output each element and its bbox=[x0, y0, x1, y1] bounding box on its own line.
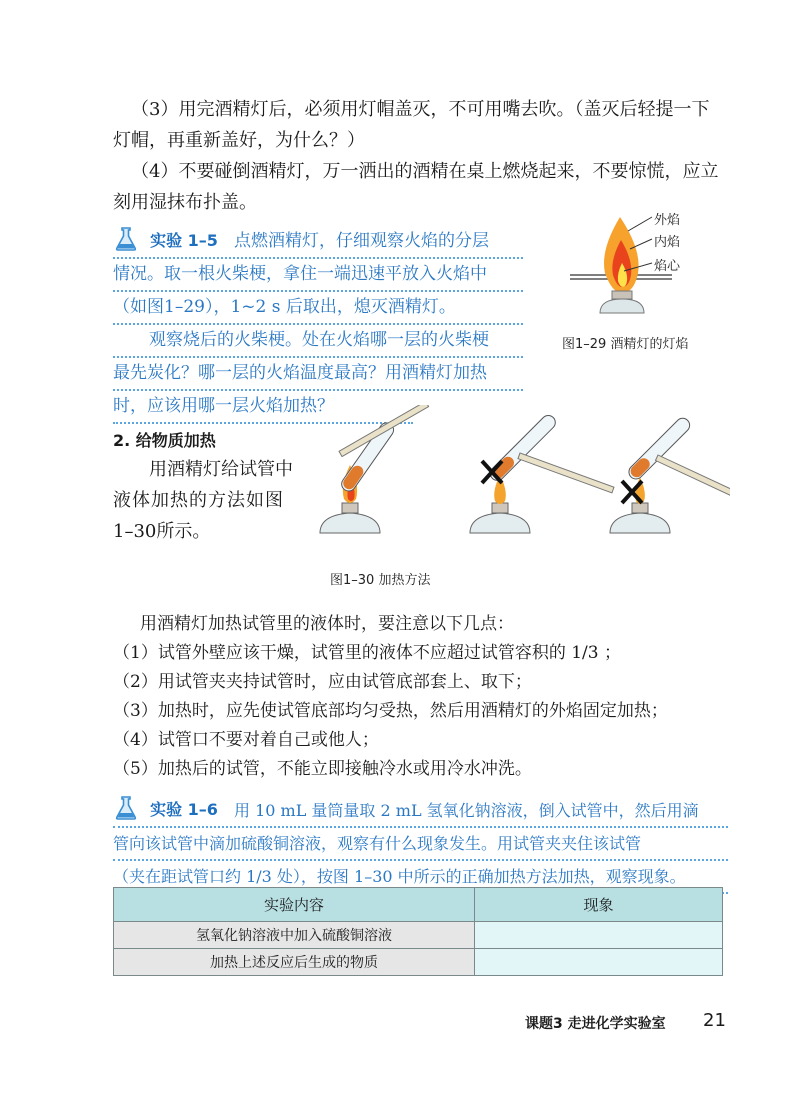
heating-methods-illustration bbox=[310, 405, 730, 555]
flame-label-core: 焰心 bbox=[654, 259, 681, 274]
heating-notes bbox=[140, 610, 514, 639]
experiment-1-6-line: 管向该试管中滴加硫酸铜溶液，观察有什么现象发生。用试管夹夹住该试管 bbox=[113, 828, 728, 861]
figure-1-30 bbox=[310, 405, 730, 555]
experiment-1-5-title: 实验 1–5 bbox=[150, 230, 218, 250]
section-2-line: 液体加热的方法如图 bbox=[113, 490, 284, 511]
list-item: （3）加热时，应先使试管底部均匀受热，然后用酒精灯的外焰固定加热； bbox=[113, 701, 668, 721]
experiment-1-5-line: 最先炭化？哪一层的火焰温度最高？用酒精灯加热 bbox=[113, 358, 523, 391]
table-row bbox=[114, 949, 723, 976]
paragraph-4-line2: 刻用湿抹布扑盖。 bbox=[113, 192, 257, 213]
top-paragraphs bbox=[113, 94, 723, 218]
paragraph-4-line1: （4）不要碰倒酒精灯，万一洒出的酒精在桌上燃烧起来，不要惊慌，应立 bbox=[131, 161, 719, 182]
list-item: （5）加热后的试管，不能立即接触冷水或用冷水冲洗。 bbox=[113, 759, 532, 779]
list-item: （4）试管口不要对着自己或他人； bbox=[113, 730, 379, 750]
figure-1-30-caption: 图1–30 加热方法 bbox=[330, 573, 431, 588]
table-cell-content: 加热上述反应后生成的物质 bbox=[114, 949, 475, 976]
results-table bbox=[113, 887, 723, 976]
experiment-1-5-line: 情况。取一根火柴梗，拿住一端迅速平放入火焰中 bbox=[113, 259, 523, 292]
table-row bbox=[114, 922, 723, 949]
table-header-phenomenon: 现象 bbox=[475, 888, 723, 922]
flame-label-outer: 外焰 bbox=[654, 213, 681, 228]
experiment-1-5-line: （如图1–29），1~2 s 后取出，熄灭酒精灯。 bbox=[113, 292, 523, 325]
experiment-1-5-line: 点燃酒精灯，仔细观察火焰的分层 bbox=[113, 226, 523, 259]
notes-intro: 用酒精灯加热试管里的液体时，要注意以下几点： bbox=[140, 614, 514, 634]
table-cell-phenomenon[interactable] bbox=[475, 949, 723, 976]
experiment-1-6-text bbox=[113, 795, 728, 894]
figure-1-29-caption: 图1–29 酒精灯的灯焰 bbox=[562, 337, 689, 352]
method-wrong-1 bbox=[470, 413, 614, 533]
notes-list bbox=[113, 639, 668, 784]
paragraph-3-line2: 灯帽，再重新盖好，为什么？） bbox=[113, 130, 365, 151]
method-wrong-2 bbox=[610, 415, 730, 533]
section-2-line: 用酒精灯给试管中 bbox=[149, 459, 293, 480]
experiment-1-5-line: 时，应该用哪一层火焰加热？ bbox=[113, 391, 413, 424]
flame-label-inner: 内焰 bbox=[654, 235, 681, 250]
paragraph-3-line1: （3）用完酒精灯后，必须用灯帽盖灭，不可用嘴去吹。（盖灭后轻提一下 bbox=[131, 99, 710, 120]
page-number: 21 bbox=[703, 1010, 726, 1031]
experiment-1-6-line: （夹在距试管口约 1/3 处），按图 1–30 中所示的正确加热方法加热，观察现象。 bbox=[113, 861, 728, 894]
section-2-line: 1–30所示。 bbox=[113, 521, 211, 542]
section-heading: 2. 给物质加热 bbox=[113, 431, 216, 450]
experiment-1-5-line: 观察烧后的火柴梗。处在火焰哪一层的火柴梗 bbox=[113, 325, 523, 358]
section-2 bbox=[113, 428, 313, 547]
table-cell-content: 氢氧化钠溶液中加入硫酸铜溶液 bbox=[114, 922, 475, 949]
table-header-row bbox=[114, 888, 723, 922]
experiment-1-5-text bbox=[113, 226, 523, 424]
footer-chapter: 课题3 走进化学实验室 bbox=[525, 1016, 666, 1032]
experiment-1-6-line: 用 10 mL 量筒量取 2 mL 氢氧化钠溶液，倒入试管中，然后用滴 bbox=[113, 795, 728, 828]
table-cell-phenomenon[interactable] bbox=[475, 922, 723, 949]
figure-1-29 bbox=[560, 205, 730, 355]
experiment-1-6-title: 实验 1–6 bbox=[150, 799, 218, 819]
table-header-content: 实验内容 bbox=[114, 888, 475, 922]
list-item: （1）试管外壁应该干燥，试管里的液体不应超过试管容积的 1/3 ； bbox=[113, 643, 621, 663]
method-correct bbox=[320, 405, 429, 533]
flame-illustration bbox=[560, 205, 730, 315]
list-item: （2）用试管夹夹持试管时，应由试管底部套上、取下； bbox=[113, 672, 532, 692]
